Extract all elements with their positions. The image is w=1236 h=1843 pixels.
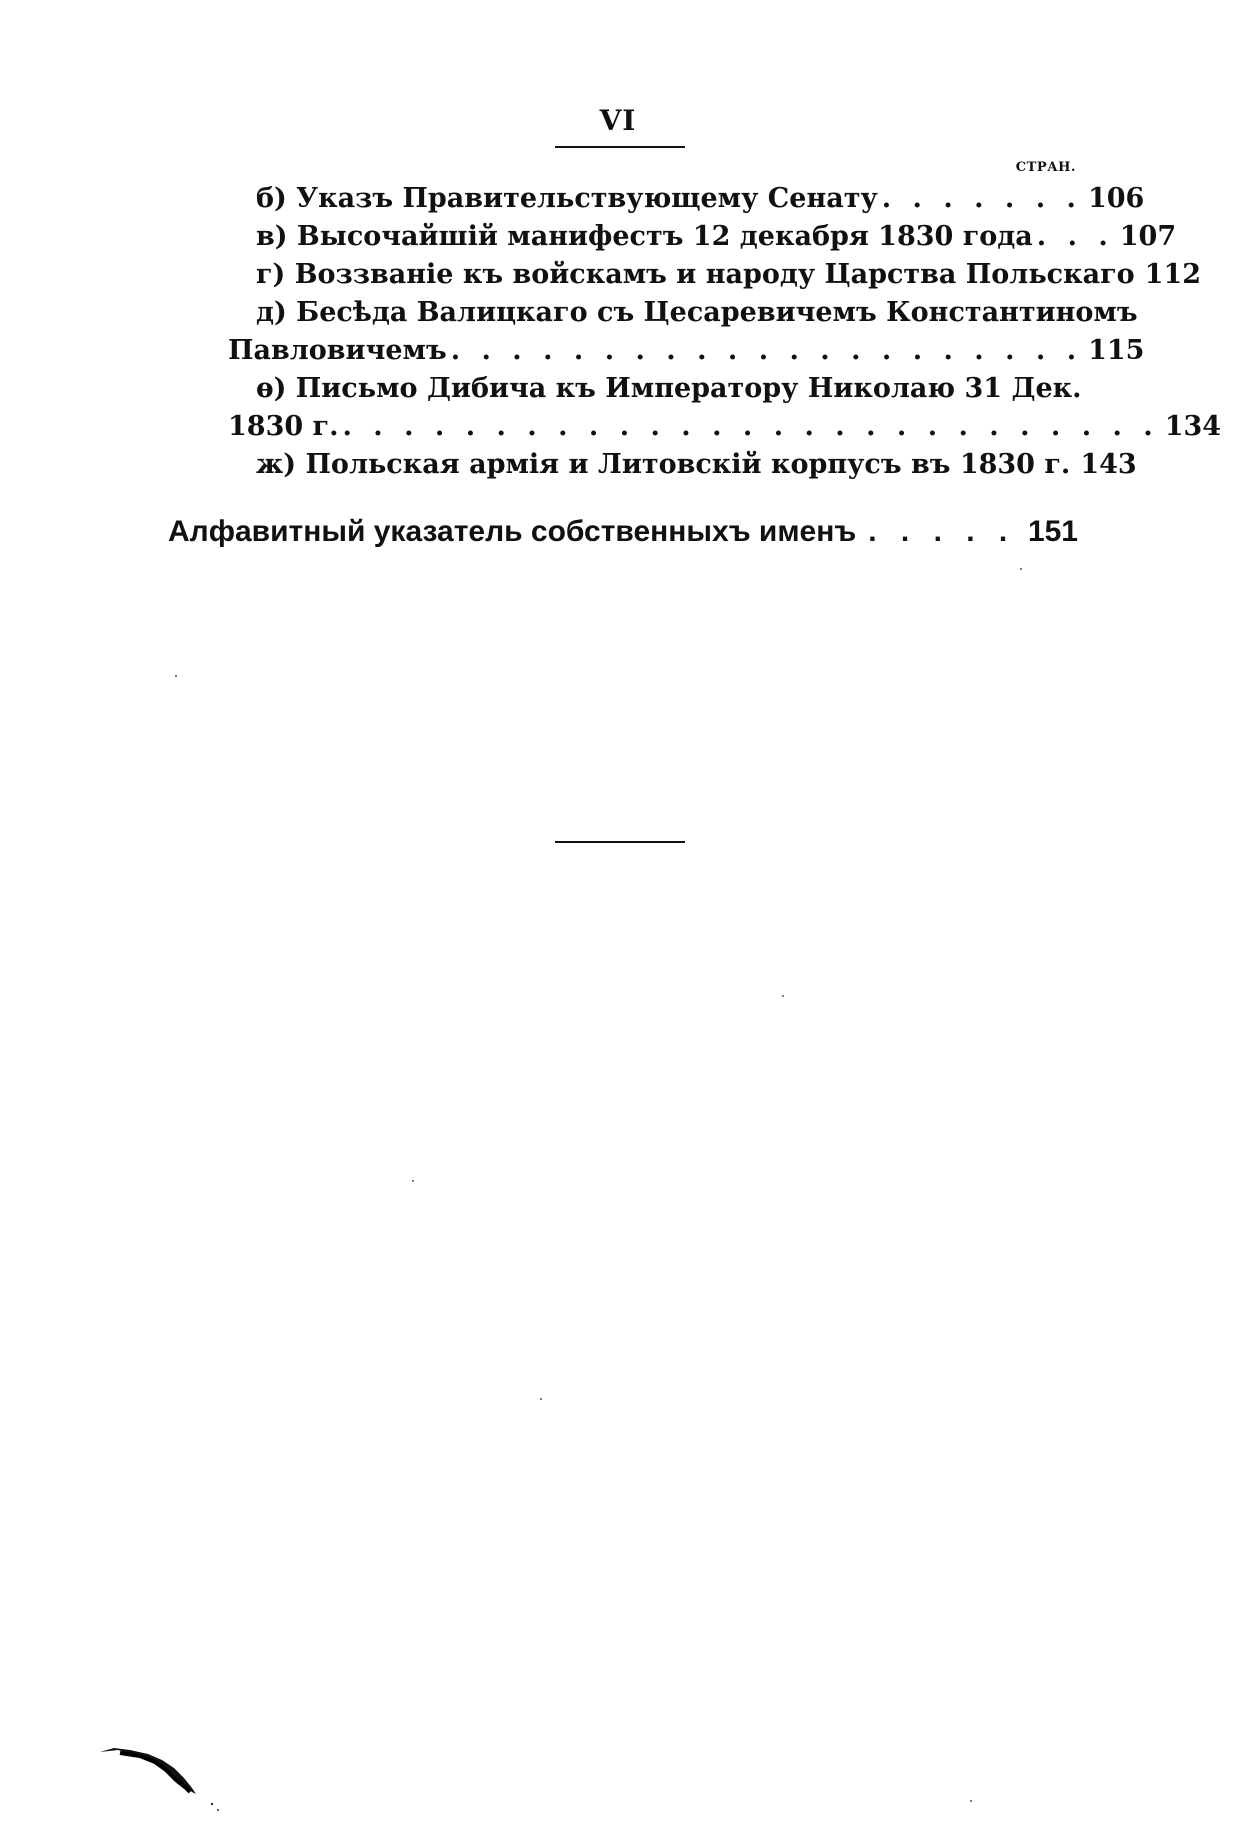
index-entry [168,515,1078,549]
leader-dots: . . . . . . . . . . . . . . . . . . . . . . . . . . . [342,411,1159,442]
page-number: VI [599,104,637,137]
scan-speck [782,995,784,997]
toc-line [228,370,1106,408]
toc-entry-title-continuation: Павловичемъ [228,335,447,366]
scan-speck [175,675,177,677]
footer-rule [555,841,685,843]
page-column-header: СТРАН. [1015,160,1076,175]
toc-line [228,256,1202,294]
toc-entry-title: д) Бесѣда Валицкаго съ Цесаревичемъ Константиномъ [256,297,1138,328]
scan-speck [970,1800,972,1802]
index-entry-title: Алфавитный указатель собственныхъ именъ [168,515,857,548]
toc-line [228,180,1145,218]
scan-speck [540,1398,542,1400]
toc-entry-page: 134 [1164,411,1222,442]
toc-entry-page: 106 [1087,183,1145,214]
leader-dots: . . . . . . . [881,183,1082,214]
table-of-contents [228,180,1222,484]
toc-entry [228,446,1137,484]
toc-entry [228,294,1145,370]
toc-entry-title-continuation: 1830 г. [228,411,339,442]
toc-entry-page: 107 [1119,221,1177,252]
toc-line [228,446,1137,484]
toc-entry-page: 143 [1080,449,1137,480]
toc-entry-title: в) Высочайшій манифестъ 12 декабря 1830 года [256,221,1033,252]
toc-entry-title: г) Воззваніе къ войскамъ и народу Царства Польскаго [256,259,1135,290]
toc-entry-title: б) Указъ Правительствующему Сенату [256,183,878,214]
index-entry-page: 151 [1027,515,1078,548]
toc-entry-title: ѳ) Письмо Дибича къ Императору Николаю 31 Дек. [256,373,1082,404]
toc-entry-title: ж) Польская армія и Литовскій корпусъ въ 1830 г. [256,449,1071,480]
toc-entry-page: 115 [1088,335,1145,366]
toc-line-continuation [228,332,1145,370]
toc-entry [228,370,1222,446]
toc-line [228,294,1138,332]
leader-dots: . . . [1036,221,1114,252]
toc-line [228,218,1177,256]
toc-entry [228,218,1177,256]
toc-line-continuation [228,408,1222,446]
scan-speck [1020,568,1022,570]
header-rule [555,146,685,148]
toc-entry [228,180,1145,218]
leader-dots: . . . . . [868,515,1016,548]
scan-speck [412,1180,414,1182]
ink-smudge [100,1748,230,1828]
toc-entry [228,256,1202,294]
leader-dots: . . . . . . . . . . . . . . . . . . . . . [450,335,1083,366]
toc-entry-page: 112 [1144,259,1202,290]
